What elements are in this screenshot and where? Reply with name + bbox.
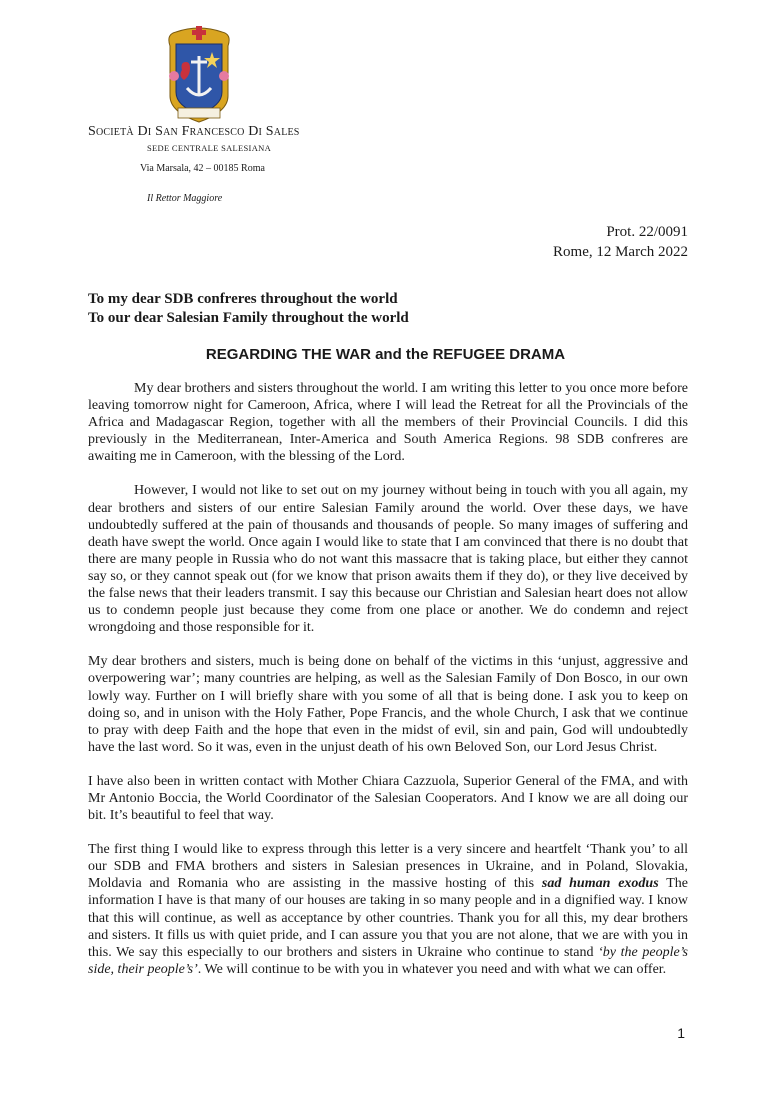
letter-title: REGARDING THE WAR and the REFUGEE DRAMA — [205, 346, 566, 363]
letter-body — [88, 380, 688, 995]
paragraph: My dear brothers and sisters throughout the world. I am writing this letter to you once more before leaving tomorrow night for Cameroon, Africa, where I will lead the Retreat for all the Provincials of the Africa and Madagascar Region, together with all the members of their Provincial Councils. I did this previously in the Mediterranean, Inter-America and South America Regions. 98 SDB confreres are awaiting me in Cameroon, with the blessing of the Lord. — [88, 381, 688, 465]
paragraph-text: The first thing I would like to express through this letter is a very sincere and heartfelt ‘Thank you’ to all our SDB and FMA brothers and sisters in Salesian presences in Ukraine, and in Poland, Slovakia, Moldavia and Romania who are assisting in the massive hosting of this — [88, 842, 688, 892]
reference-block — [553, 222, 688, 262]
addressee-line: To our dear Salesian Family throughout the world — [88, 310, 409, 326]
organization-subtitle: SEDE CENTRALE SALESIANA — [147, 143, 272, 153]
organization-address: Via Marsala, 42 – 00185 Roma — [140, 163, 265, 174]
paragraph — [88, 841, 688, 978]
addressees — [88, 290, 409, 328]
paragraph-text: The information I have is that many of our houses are taking in so many people and in a dignified way. I know that this will continue, as well as acceptance by other countries. Thank you for all this, my dear brothers and sisters. It fills us with quiet pride, and I can assure you that you are not alone, that we are with you in this. We say this especially to our brothers and sisters in Ukraine who continue to stand — [88, 876, 688, 960]
protocol-number: Prot. 22/0091 — [606, 224, 688, 240]
paragraph: I have also been in written contact with Mother Chiara Cazzuola, Superior General of the FMA, and with Mr Antonio Boccia, the World Coordinator of the Salesian Cooperators. And I know we are all doing our bit. It’s beautiful to feel that way. — [88, 773, 688, 824]
quote-text: ‘by the people’s side, their people’s’ — [88, 944, 688, 977]
salesian-crest-logo — [162, 26, 236, 126]
organization-name: Società Di San Francesco Di Sales — [88, 124, 300, 139]
addressee-line: To my dear SDB confreres throughout the world — [88, 291, 398, 307]
sender-role: Il Rettor Maggiore — [147, 193, 223, 204]
paragraph: My dear brothers and sisters, much is being done on behalf of the victims in this ‘unjust, aggressive and overpowering war’; many countries are helping, as well as the Salesian Family of Don Bosco, in our own lowly way. Further on I will briefly share with you some of all that is being done. I ask you to keep on doing so, and in unison with the Holy Father, Pope Francis, and the whole Church, I ask that we continue to pray with deep Faith and the hope that even in the midst of evil, sin and pain, God will undoubtedly have the last word. So it was, even in the unjust death of his own Beloved Son, our Lord Jesus Christ. — [88, 654, 688, 755]
paragraph-text: . We will continue to be with you in whatever you need and with what we can offer. — [197, 961, 667, 977]
letter-date: Rome, 12 March 2022 — [553, 244, 688, 260]
page-number: 1 — [677, 1025, 685, 1041]
emphasis-text: sad human exodus — [541, 876, 659, 892]
paragraph: However, I would not like to set out on my journey without being in touch with you all again, my dear brothers and sisters of our entire Salesian Family around the world. Over these days, we have undoubtedly suffered at the pain of thousands and thousands of people. So many images of suffering and death have swept the world. Once again I would like to state that I am convinced that there is no doubt that there are many people in Russia who do not want this massacre that is taking place, but either they cannot say so, or they cannot speak out (for we know that prison awaits them if they do), or they live deceived by the false news that their leaders transmit. I say this because our Christian and Salesian heart does not allow us to condemn people just because they come from one place or another. We do condemn and reject wrongdoing and those responsible for it. — [88, 483, 688, 636]
